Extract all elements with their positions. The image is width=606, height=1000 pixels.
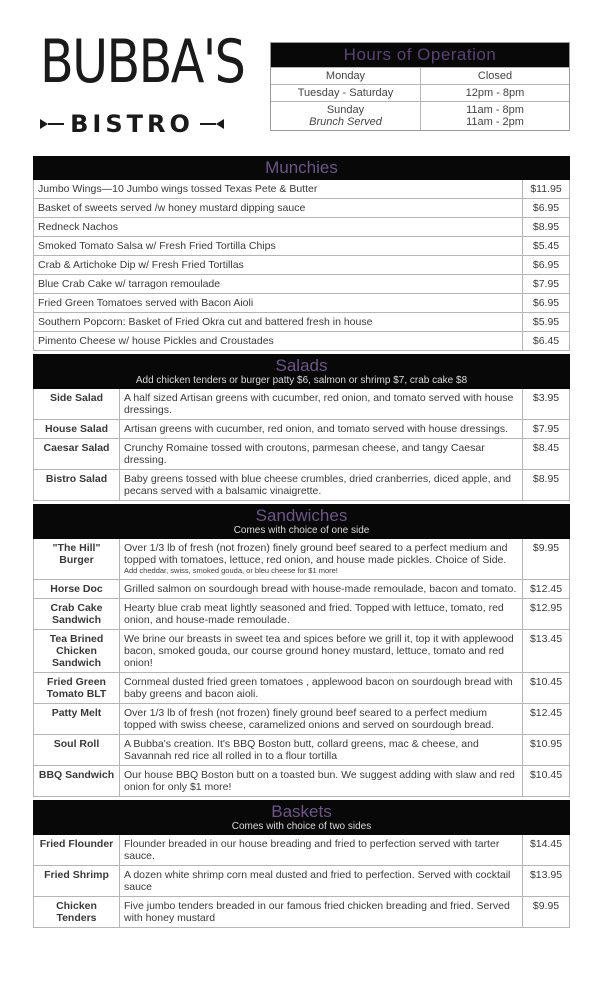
menu-item [33,766,570,797]
item-price: $6.95 [532,259,560,271]
item-price: $12.45 [529,583,563,595]
hours-row [271,84,569,101]
section-title: Salads [275,356,328,375]
item-description: A half sized Artisan greens with cucumber, red onion, and tomato served with house dressings. [120,389,523,419]
item-price: $10.95 [529,738,563,750]
item-price: $7.95 [532,423,560,435]
item-name: Soul Roll [34,735,120,765]
item-description: Southern Popcorn: Basket of Fried Okra cut and battered fresh in house [34,313,523,331]
item-price: $7.95 [532,278,560,290]
item-description: Crab & Artichoke Dip w/ Fresh Fried Tortillas [34,256,523,274]
item-description: Crunchy Romaine tossed with croutons, parmesan cheese, and tangy Caesar dressing. [120,439,523,469]
item-name: Crab Cake Sandwich [34,599,120,629]
item-description: Pimento Cheese w/ house Pickles and Croustades [34,332,523,350]
hours-title: Hours of Operation [271,43,569,67]
section-header-sandwiches [33,504,570,539]
menu-item [33,470,570,501]
menu-item [33,835,570,866]
item-price: $8.45 [532,442,560,454]
item-price: $10.45 [529,676,563,688]
logo-subtitle: BISTRO [70,110,194,138]
item-price: $13.95 [529,869,563,881]
item-price: $11.95 [530,183,562,195]
menu-item [33,389,570,420]
bistro-logo [40,27,245,148]
item-description: Blue Crab Cake w/ tarragon remoulade [34,275,523,293]
menu-item [33,704,570,735]
section-title: Munchies [265,158,338,177]
section-title: Baskets [271,802,332,821]
item-price: $9.95 [532,900,560,912]
item-price: $9.95 [532,542,560,554]
section-header-salads [33,354,570,389]
item-description: Cornmeal dusted fried green tomatoes , applewood bacon on sourdough bread with baby greens and bacon aioli. [120,673,523,703]
logo-name: BUBBA'S [40,27,245,97]
menu-item [33,199,570,218]
item-description: Jumbo Wings—10 Jumbo wings tossed Texas Pete & Butter [34,180,523,198]
item-name: Bistro Salad [34,470,120,500]
hours-table [270,42,570,131]
menu-item [33,275,570,294]
item-description: A Bubba's creation. It's BBQ Boston butt, collard greens, mac & cheese, and Savannah red rice all rolled in to a flour tortilla [120,735,523,765]
menu-item [33,539,570,580]
hours-row [271,67,569,84]
item-price: $8.95 [532,473,560,485]
item-price: $12.45 [529,707,563,719]
item-description: Our house BBQ Boston butt on a toasted bun. We suggest adding with slaw and red onion for only $1 more! [120,766,523,796]
hours-day-cell [271,102,421,130]
item-description-cell [120,539,523,579]
hours-time-note: 11am - 2pm [466,116,524,128]
menu-item [33,180,570,199]
menu-item [33,256,570,275]
item-description: We brine our breasts in sweet tea and spices before we grill it, top it with applewood bacon, smoked gouda, our course ground honey mustard, lettuce, tomato and red onion! [120,630,523,672]
item-price: $6.45 [532,335,560,347]
section-title: Sandwiches [255,506,348,525]
section-header-munchies [33,156,570,180]
menu-item [33,897,570,928]
item-description: Basket of sweets served /w honey mustard dipping sauce [34,199,523,217]
hours-day: Sunday [326,104,365,116]
item-name: Caesar Salad [34,439,120,469]
hours-day: Monday [271,68,421,84]
section-note: Comes with choice of two sides [231,821,372,832]
item-price: $14.45 [529,838,563,850]
menu-item [33,673,570,704]
arrow-left-icon [40,119,48,129]
item-description: Baby greens tossed with blue cheese crumbles, dried cranberries, diced apple, and pecans served with a balsamic vinaigrette. [120,470,523,500]
item-name: House Salad [34,420,120,438]
item-price: $13.45 [529,633,563,645]
item-price: $5.45 [532,240,560,252]
menu-item [33,735,570,766]
menu-item [33,866,570,897]
menu-item [33,313,570,332]
menu-item [33,439,570,470]
item-price: $3.95 [532,392,560,404]
hours-time: 11am - 8pm [466,104,524,116]
item-name: BBQ Sandwich [34,766,120,796]
item-price: $10.45 [529,769,563,781]
section-note: Add chicken tenders or burger patty $6, salmon or shrimp $7, crab cake $8 [135,375,468,386]
item-name: Fried Flounder [34,835,120,865]
item-name: Patty Melt [34,704,120,734]
item-description: Smoked Tomato Salsa w/ Fresh Fried Tortilla Chips [34,237,523,255]
menu-item [33,218,570,237]
logo-banner [40,109,224,139]
item-description: Hearty blue crab meat lightly seasoned and fried. Topped with lettuce, tomato, red onion, and house-made remoulade. [120,599,523,629]
item-description: Artisan greens with cucumber, red onion, and tomato served with house dressings. [120,420,523,438]
item-name: Fried Shrimp [34,866,120,896]
menu [33,156,570,928]
hours-row [271,101,569,130]
hours-day-note: Brunch Served [309,116,382,128]
menu-item [33,294,570,313]
item-name: "The Hill" Burger [34,539,120,579]
item-price: $6.95 [532,297,560,309]
item-price: $12.95 [529,602,563,614]
divider [200,123,216,125]
section-note: Comes with choice of one side [233,525,370,536]
item-addon-note: Add cheddar, swiss, smoked gouda, or bleu cheese for $1 more! [124,566,338,575]
item-price: $5.95 [532,316,560,328]
item-name: Tea Brined Chicken Sandwich [34,630,120,672]
hours-day: Tuesday - Saturday [271,85,421,101]
menu-item [33,420,570,439]
divider [48,123,64,125]
menu-item [33,599,570,630]
arrow-right-icon [216,119,224,129]
item-name: Fried Green Tomato BLT [34,673,120,703]
menu-item [33,332,570,351]
item-description: Flounder breaded in our house breading and fried to perfection served with tarter sauce. [120,835,523,865]
item-description: A dozen white shrimp corn meal dusted and fried to perfection. Served with cocktail sauce [120,866,523,896]
menu-item [33,237,570,256]
section-header-baskets [33,800,570,835]
item-name: Chicken Tenders [34,897,120,927]
item-description: Grilled salmon on sourdough bread with house-made remoulade, bacon and tomato. [120,580,523,598]
item-description: Over 1/3 lb of fresh (not frozen) finely ground beef seared to a perfect medium topped with swiss cheese, caramelized onions and served on sourdough bread. [120,704,523,734]
item-name: Side Salad [34,389,120,419]
hours-time-cell [421,102,569,130]
item-description: Fried Green Tomatoes served with Bacon Aioli [34,294,523,312]
item-price: $6.95 [532,202,560,214]
menu-item [33,580,570,599]
item-description: Five jumbo tenders breaded in our famous fried chicken breading and fried. Served with honey mustard [120,897,523,927]
menu-item [33,630,570,673]
item-description: Redneck Nachos [34,218,523,236]
hours-time: Closed [477,70,513,82]
item-description: Over 1/3 lb of fresh (not frozen) finely ground beef seared to a perfect medium and topped with tomatoes, lettuce, red onion, and house made pickles. Choice of Side. [124,542,508,566]
item-price: $8.95 [532,221,560,233]
hours-time: 12pm - 8pm [465,87,525,99]
item-name: Horse Doc [34,580,120,598]
